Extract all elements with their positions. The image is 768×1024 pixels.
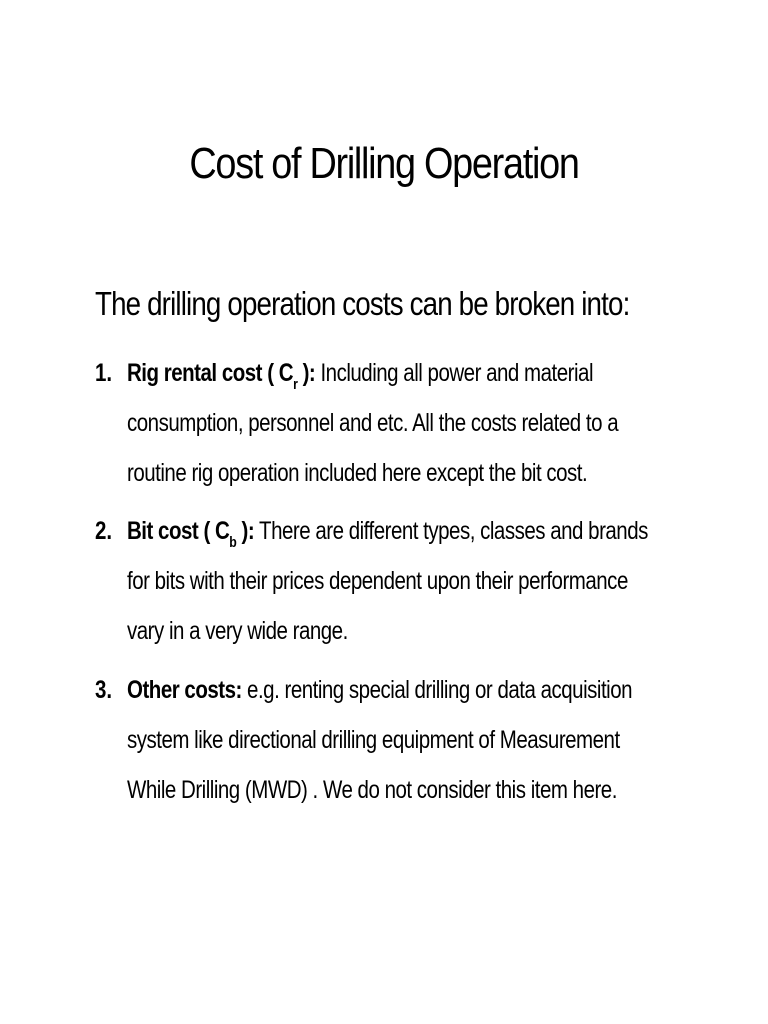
label-text-end: ): <box>236 517 255 545</box>
list-item-line <box>127 664 632 717</box>
label-text: Bit cost ( C <box>127 517 230 545</box>
list-item-line: vary in a very wide range. <box>127 617 348 645</box>
list-item-line: system like directional drilling equipment of Measurement <box>127 726 620 754</box>
list-number: 3. <box>95 676 113 704</box>
label-text-end: ): <box>297 359 316 387</box>
list-item-line: routine rig operation included here except the bit cost. <box>127 459 588 487</box>
label-text: Other costs: <box>127 676 242 704</box>
list-item-text: There are different types, classes and brands <box>254 517 648 545</box>
list-item-label <box>127 676 242 704</box>
list-item-line <box>127 347 593 403</box>
list-number: 1. <box>95 359 113 387</box>
list-item-line: for bits with their prices dependent upon their performance <box>127 567 628 595</box>
label-subscript: b <box>229 534 237 551</box>
list-item-line: consumption, personnel and etc. All the costs related to a <box>127 409 619 437</box>
list-item-text: e.g. renting special drilling or data acquisition <box>241 676 633 704</box>
label-subscript: r <box>293 376 298 393</box>
list-item-label <box>127 517 255 551</box>
intro-text: The drilling operation costs can be broken into: <box>95 285 630 322</box>
slide-title: Cost of Drilling Operation <box>189 139 579 188</box>
list-item-text: Including all power and material <box>315 359 594 387</box>
list-item-label <box>127 359 316 393</box>
label-text: Rig rental cost ( C <box>127 359 294 387</box>
list-item-line <box>127 505 648 561</box>
list-item-line: While Drilling (MWD) . We do not consider this item here. <box>127 776 617 804</box>
list-number: 2. <box>95 517 113 545</box>
